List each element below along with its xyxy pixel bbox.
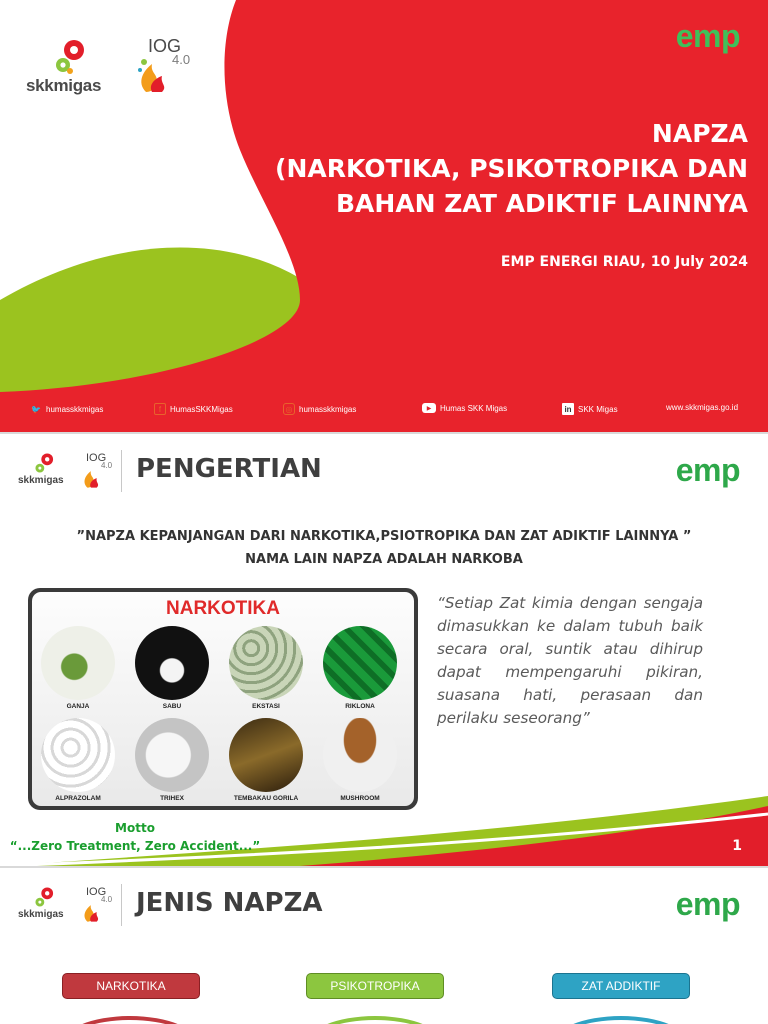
emp-logo: emp xyxy=(675,452,740,488)
drug-label: SABU xyxy=(162,703,182,710)
youtube-handle: Humas SKK Migas xyxy=(440,403,508,413)
linkedin-handle: SKK Migas xyxy=(578,404,618,414)
drug-item xyxy=(320,626,400,710)
title-line: NAPZA xyxy=(651,119,748,148)
iog-flame-icon xyxy=(134,52,184,96)
zat-adiktif-circle xyxy=(551,1016,691,1024)
iog-wordmark: IOG xyxy=(148,36,182,56)
skkmigas-wordmark: skkmigas xyxy=(18,475,64,486)
tembakau-gorila-image xyxy=(229,718,303,792)
definition-slide xyxy=(0,434,768,866)
facebook-link[interactable] xyxy=(154,403,233,415)
skkmigas-mark-icon xyxy=(32,452,58,474)
drug-label: MUSHROOM xyxy=(340,795,380,802)
iog-logo xyxy=(134,36,194,102)
psikotropika-circle xyxy=(305,1016,445,1024)
header-divider xyxy=(121,884,122,926)
drug-label: TEMBAKAU GORILA xyxy=(233,795,299,802)
title-line: (NARKOTIKA, PSIKOTROPIKA DAN xyxy=(275,154,748,183)
youtube-icon: ▶ xyxy=(422,403,436,413)
linkedin-icon: in xyxy=(562,403,574,415)
page-number: 1 xyxy=(732,838,742,854)
motto-text: “...Zero Treatment, Zero Accident...” xyxy=(9,839,261,853)
sabu-image xyxy=(135,626,209,700)
header-logos xyxy=(18,884,126,928)
iog-wordmark: IOG xyxy=(86,452,107,464)
iog-version: 4.0 xyxy=(101,895,113,904)
skkmigas-mark-icon xyxy=(32,886,58,908)
definition-quote: “Setiap Zat kimia dengan sengaja dimasukkan ke dalam tubuh baik secara oral, suntik atau dihirup dapat mempengaruhi pikiran, suasana hati, perasaan dan perilaku seseorang” xyxy=(437,594,703,727)
linkedin-link[interactable] xyxy=(562,403,618,415)
facebook-icon: f xyxy=(154,403,166,415)
twitter-icon: 🐦 xyxy=(31,404,41,414)
narkotika-circle xyxy=(60,1016,200,1024)
skkmigas-logo xyxy=(26,38,116,98)
types-slide xyxy=(0,868,768,1024)
drug-item xyxy=(132,718,212,802)
category-zat-adiktif: ZAT ADDIKTIF xyxy=(552,973,690,999)
website-link[interactable] xyxy=(666,403,738,412)
drug-label: GANJA xyxy=(66,703,90,710)
iog-version: 4.0 xyxy=(101,461,113,470)
title-slide xyxy=(0,0,768,432)
social-footer xyxy=(0,398,768,424)
slide-title: PENGERTIAN xyxy=(136,454,322,484)
skkmigas-wordmark: skkmigas xyxy=(26,76,102,95)
trihex-image xyxy=(135,718,209,792)
title-line: BAHAN ZAT ADIKTIF LAINNYA xyxy=(336,189,748,218)
alias-text: NAMA LAIN NAPZA ADALAH NARKOBA xyxy=(245,552,523,567)
iog-version: 4.0 xyxy=(172,52,191,67)
drug-label: ALPRAZOLAM xyxy=(55,795,101,802)
ganja-image xyxy=(41,626,115,700)
facebook-handle: HumasSKKMigas xyxy=(170,404,233,414)
iog-logo xyxy=(80,452,116,492)
slide-title: JENIS NAPZA xyxy=(136,888,323,918)
drug-label: EKSTASI xyxy=(252,703,280,710)
twitter-link[interactable] xyxy=(30,403,103,415)
iog-flame-icon xyxy=(80,464,110,490)
twitter-handle: humasskkmigas xyxy=(46,404,104,414)
drug-item xyxy=(320,718,400,802)
header-logos xyxy=(18,450,126,494)
youtube-link[interactable] xyxy=(422,403,507,413)
iog-logo xyxy=(80,886,116,926)
emp-logo: emp xyxy=(675,886,740,922)
drug-label: TRIHEX xyxy=(160,795,184,802)
category-psikotropika: PSIKOTROPIKA xyxy=(306,973,444,999)
presentation-title xyxy=(275,116,748,221)
iog-flame-icon xyxy=(80,898,110,924)
alprazolam-image xyxy=(41,718,115,792)
website-url: www.skkmigas.go.id xyxy=(666,403,739,412)
emp-logo: emp xyxy=(675,18,740,54)
drug-item xyxy=(38,626,118,710)
skkmigas-mark-icon xyxy=(54,38,88,78)
motto-label: Motto xyxy=(115,821,155,835)
presentation-subtitle: EMP ENERGI RIAU, 10 July 2024 xyxy=(500,254,748,270)
riklona-image xyxy=(323,626,397,700)
header-divider xyxy=(121,450,122,492)
drug-item xyxy=(226,718,306,802)
infographic-heading: NARKOTIKA xyxy=(166,598,280,619)
skkmigas-wordmark: skkmigas xyxy=(18,909,64,920)
narkotika-infographic xyxy=(28,588,418,810)
instagram-icon: ◎ xyxy=(283,403,295,415)
iog-wordmark: IOG xyxy=(86,886,107,898)
drug-item xyxy=(38,718,118,802)
drug-label: RIKLONA xyxy=(345,703,375,710)
mushroom-image xyxy=(323,718,397,792)
instagram-handle: humasskkmigas xyxy=(299,404,357,414)
instagram-link[interactable] xyxy=(283,403,356,415)
ekstasi-image xyxy=(229,626,303,700)
drug-item xyxy=(132,626,212,710)
definition-text: ”NAPZA KEPANJANGAN DARI NARKOTIKA,PSIOTROPIKA DAN ZAT ADIKTIF LAINNYA ” xyxy=(76,529,692,544)
category-narkotika: NARKOTIKA xyxy=(62,973,200,999)
drug-item xyxy=(226,626,306,710)
